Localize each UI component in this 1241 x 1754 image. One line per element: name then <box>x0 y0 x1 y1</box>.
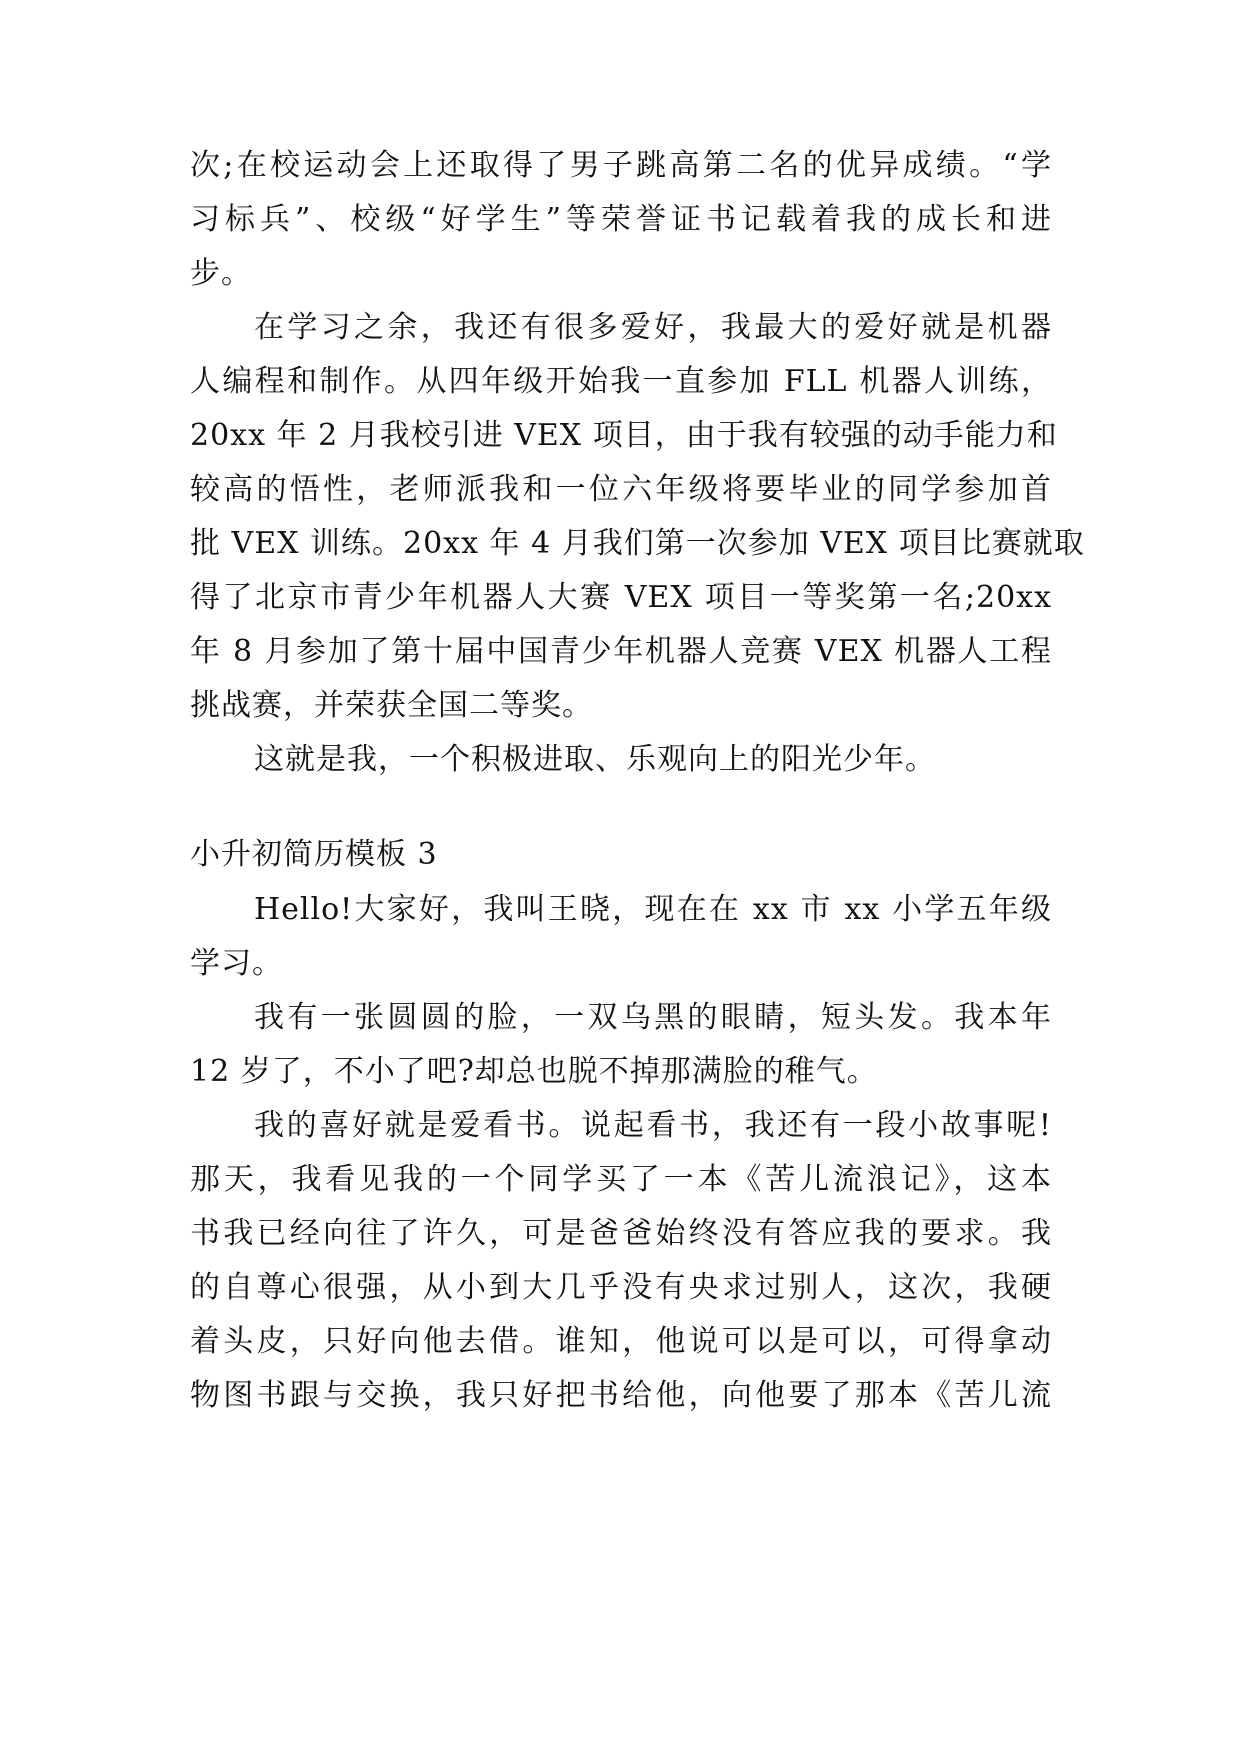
text-line: 批 VEX 训练。20xx 年 4 月我们第一次参加 VEX 项目比赛就取 <box>190 526 1085 561</box>
text-line: 步。 <box>190 256 252 291</box>
text-line: 这就是我，一个积极进取、乐观向上的阳光少年。 <box>254 742 936 777</box>
text-line: 次;在校运动会上还取得了男子跳高第二名的优异成绩。“学 <box>190 148 1052 183</box>
text-line: 年 8 月参加了第十届中国青少年机器人竞赛 VEX 机器人工程 <box>190 634 1052 669</box>
text-line: Hello!大家好，我叫王晓，现在在 xx 市 xx 小学五年级 <box>254 892 1052 927</box>
text-line: 人编程和制作。从四年级开始我一直参加 FLL 机器人训练， <box>190 364 1052 399</box>
text-line: 在学习之余，我还有很多爱好，我最大的爱好就是机器 <box>254 310 1052 345</box>
text-line: 12 岁了，不小了吧?却总也脱不掉那满脸的稚气。 <box>190 1054 878 1089</box>
text-line: 物图书跟与交换，我只好把书给他，向他要了那本《苦儿流 <box>190 1378 1052 1413</box>
text-line: 我的喜好就是爱看书。说起看书，我还有一段小故事呢! <box>254 1108 1052 1143</box>
text-line: 20xx 年 2 月我校引进 VEX 项目，由于我有较强的动手能力和 <box>190 418 1058 453</box>
section-heading: 小升初简历模板 3 <box>190 837 438 872</box>
text-line: 我有一张圆圆的脸，一双乌黑的眼睛，短头发。我本年 <box>254 1000 1052 1035</box>
text-line: 得了北京市青少年机器人大赛 VEX 项目一等奖第一名;20xx <box>190 580 1052 615</box>
text-line: 习标兵”、校级“好学生”等荣誉证书记载着我的成长和进 <box>190 202 1052 237</box>
text-line: 较高的悟性，老师派我和一位六年级将要毕业的同学参加首 <box>190 472 1052 507</box>
text-line: 书我已经向往了许久，可是爸爸始终没有答应我的要求。我 <box>190 1216 1052 1251</box>
text-line: 那天，我看见我的一个同学买了一本《苦儿流浪记》，这本 <box>190 1162 1052 1197</box>
text-line: 的自尊心很强，从小到大几乎没有央求过别人，这次，我硬 <box>190 1270 1052 1305</box>
text-line: 着头皮，只好向他去借。谁知，他说可以是可以，可得拿动 <box>190 1324 1052 1359</box>
text-line: 学习。 <box>190 946 283 981</box>
text-line: 挑战赛，并荣获全国二等奖。 <box>190 688 593 723</box>
